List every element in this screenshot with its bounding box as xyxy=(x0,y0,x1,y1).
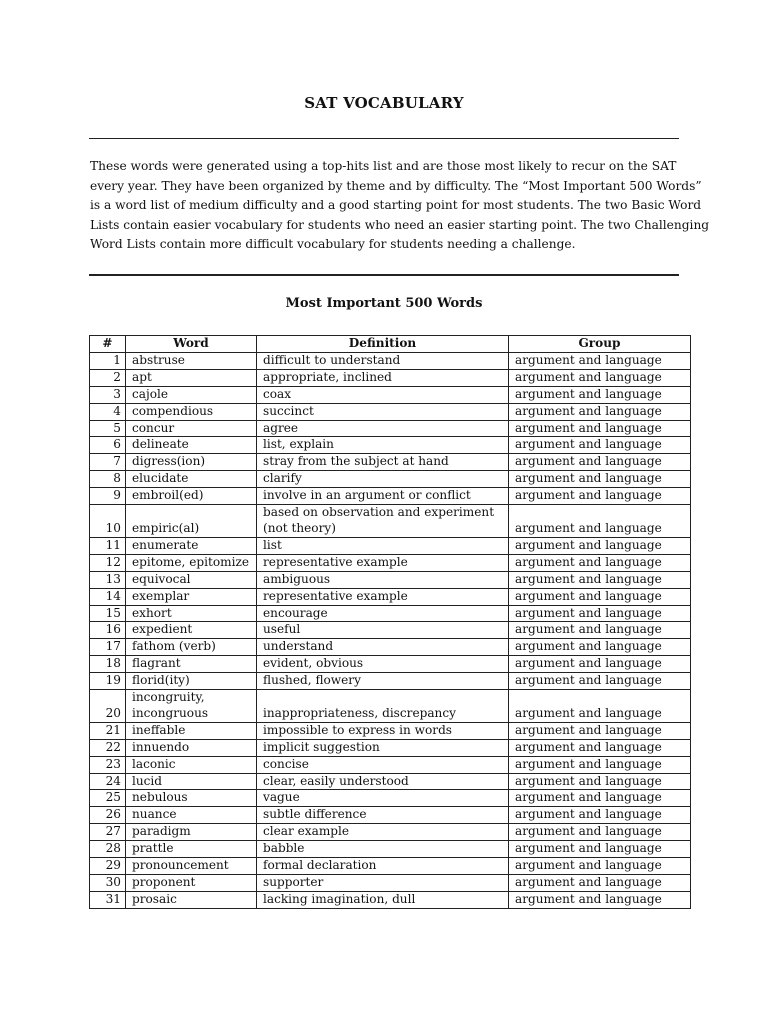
row-word: exhort xyxy=(126,605,257,622)
row-group: argument and language xyxy=(509,756,691,773)
intro-line: every year. They have been organized by theme and by difficulty. The “Most Important 500 Words” xyxy=(90,178,702,193)
row-number: 19 xyxy=(90,673,126,690)
intro-line: These words were generated using a top-hits list and are those most likely to recur on the SAT xyxy=(90,159,677,173)
divider-bottom xyxy=(89,274,679,276)
table-row xyxy=(90,807,691,824)
row-number: 3 xyxy=(90,386,126,403)
row-number: 5 xyxy=(90,420,126,437)
row-group: argument and language xyxy=(509,622,691,639)
row-number: 1 xyxy=(90,352,126,369)
row-definition: clear, easily understood xyxy=(257,773,509,790)
row-word: florid(ity) xyxy=(126,673,257,690)
table-row xyxy=(90,773,691,790)
table-row xyxy=(90,471,691,488)
row-definition: implicit suggestion xyxy=(257,739,509,756)
row-group: argument and language xyxy=(509,773,691,790)
row-definition: based on observation and experiment (not theory) xyxy=(257,505,509,538)
row-definition: ambiguous xyxy=(257,571,509,588)
row-word: pronouncement xyxy=(126,858,257,875)
row-definition: agree xyxy=(257,420,509,437)
row-group: argument and language xyxy=(509,722,691,739)
row-word: flagrant xyxy=(126,656,257,673)
row-group: argument and language xyxy=(509,673,691,690)
row-group: argument and language xyxy=(509,739,691,756)
row-definition: formal declaration xyxy=(257,858,509,875)
row-number: 27 xyxy=(90,824,126,841)
table-row xyxy=(90,622,691,639)
row-number: 29 xyxy=(90,858,126,875)
row-word: expedient xyxy=(126,622,257,639)
row-number: 10 xyxy=(90,505,126,538)
row-number: 31 xyxy=(90,891,126,908)
row-word: laconic xyxy=(126,756,257,773)
table-title: Most Important 500 Words xyxy=(285,296,483,311)
table-row xyxy=(90,756,691,773)
row-number: 22 xyxy=(90,739,126,756)
header-definition: Definition xyxy=(257,336,509,353)
row-number: 20 xyxy=(90,690,126,723)
row-word: innuendo xyxy=(126,739,257,756)
table-row xyxy=(90,488,691,505)
row-definition: impossible to express in words xyxy=(257,722,509,739)
row-word: epitome, epitomize xyxy=(126,554,257,571)
row-definition: lacking imagination, dull xyxy=(257,891,509,908)
row-word: nuance xyxy=(126,807,257,824)
table-row xyxy=(90,454,691,471)
row-number: 28 xyxy=(90,841,126,858)
row-group: argument and language xyxy=(509,437,691,454)
row-word: concur xyxy=(126,420,257,437)
row-number: 12 xyxy=(90,554,126,571)
table-row xyxy=(90,554,691,571)
intro-line: Lists contain easier vocabulary for students who need an easier starting point. The two Challenging xyxy=(90,217,710,232)
row-word: digress(ion) xyxy=(126,454,257,471)
row-number: 25 xyxy=(90,790,126,807)
row-group: argument and language xyxy=(509,454,691,471)
row-word: empiric(al) xyxy=(126,505,257,538)
table-row xyxy=(90,891,691,908)
row-definition: difficult to understand xyxy=(257,352,509,369)
divider-top xyxy=(89,138,679,139)
row-definition: clear example xyxy=(257,824,509,841)
row-group: argument and language xyxy=(509,605,691,622)
row-definition: list xyxy=(257,537,509,554)
row-number: 17 xyxy=(90,639,126,656)
vocabulary-table xyxy=(89,335,691,909)
table-row xyxy=(90,858,691,875)
table-row xyxy=(90,656,691,673)
row-group: argument and language xyxy=(509,571,691,588)
row-group: argument and language xyxy=(509,554,691,571)
row-definition: vague xyxy=(257,790,509,807)
row-definition: useful xyxy=(257,622,509,639)
row-number: 24 xyxy=(90,773,126,790)
table-row xyxy=(90,673,691,690)
row-word: delineate xyxy=(126,437,257,454)
row-definition: representative example xyxy=(257,588,509,605)
row-number: 14 xyxy=(90,588,126,605)
row-word: prosaic xyxy=(126,891,257,908)
table-row xyxy=(90,690,691,723)
table-row xyxy=(90,739,691,756)
row-group: argument and language xyxy=(509,841,691,858)
row-word: compendious xyxy=(126,403,257,420)
row-group: argument and language xyxy=(509,386,691,403)
row-definition: babble xyxy=(257,841,509,858)
row-definition: inappropriateness, discrepancy xyxy=(257,690,509,723)
row-number: 26 xyxy=(90,807,126,824)
row-definition: clarify xyxy=(257,471,509,488)
row-number: 7 xyxy=(90,454,126,471)
row-word: abstruse xyxy=(126,352,257,369)
row-group: argument and language xyxy=(509,471,691,488)
row-word: incongruity, incongruous xyxy=(126,690,257,723)
row-definition: understand xyxy=(257,639,509,656)
row-number: 9 xyxy=(90,488,126,505)
row-group: argument and language xyxy=(509,537,691,554)
intro-line: is a word list of medium difficulty and a good starting point for most students. The two Basic Word xyxy=(90,198,702,212)
row-word: elucidate xyxy=(126,471,257,488)
header-group: Group xyxy=(509,336,691,353)
page-title: SAT VOCABULARY xyxy=(304,94,464,112)
table-header-row xyxy=(90,336,691,353)
row-definition: succinct xyxy=(257,403,509,420)
row-group: argument and language xyxy=(509,790,691,807)
row-word: paradigm xyxy=(126,824,257,841)
table-row xyxy=(90,588,691,605)
table-row xyxy=(90,571,691,588)
header-num: # xyxy=(90,336,126,353)
row-definition: flushed, flowery xyxy=(257,673,509,690)
header-word: Word xyxy=(126,336,257,353)
row-word: exemplar xyxy=(126,588,257,605)
row-group: argument and language xyxy=(509,369,691,386)
row-definition: encourage xyxy=(257,605,509,622)
row-group: argument and language xyxy=(509,639,691,656)
table-row xyxy=(90,352,691,369)
table-row xyxy=(90,537,691,554)
table-row xyxy=(90,386,691,403)
table-row xyxy=(90,437,691,454)
row-word: enumerate xyxy=(126,537,257,554)
row-number: 16 xyxy=(90,622,126,639)
row-number: 15 xyxy=(90,605,126,622)
row-group: argument and language xyxy=(509,505,691,538)
row-group: argument and language xyxy=(509,488,691,505)
table-row xyxy=(90,505,691,538)
row-number: 6 xyxy=(90,437,126,454)
row-definition: stray from the subject at hand xyxy=(257,454,509,471)
row-word: nebulous xyxy=(126,790,257,807)
row-group: argument and language xyxy=(509,824,691,841)
table-row xyxy=(90,841,691,858)
row-number: 30 xyxy=(90,875,126,892)
row-definition: list, explain xyxy=(257,437,509,454)
row-word: equivocal xyxy=(126,571,257,588)
row-definition: evident, obvious xyxy=(257,656,509,673)
table-row xyxy=(90,875,691,892)
row-definition: subtle difference xyxy=(257,807,509,824)
table-row xyxy=(90,420,691,437)
row-number: 23 xyxy=(90,756,126,773)
row-group: argument and language xyxy=(509,891,691,908)
row-word: proponent xyxy=(126,875,257,892)
row-group: argument and language xyxy=(509,352,691,369)
row-word: lucid xyxy=(126,773,257,790)
row-word: cajole xyxy=(126,386,257,403)
row-definition: supporter xyxy=(257,875,509,892)
row-word: fathom (verb) xyxy=(126,639,257,656)
intro-line: Word Lists contain more difficult vocabulary for students needing a challenge. xyxy=(90,237,576,251)
table-row xyxy=(90,824,691,841)
row-word: embroil(ed) xyxy=(126,488,257,505)
row-group: argument and language xyxy=(509,807,691,824)
row-group: argument and language xyxy=(509,875,691,892)
table-row xyxy=(90,790,691,807)
table-row xyxy=(90,639,691,656)
row-group: argument and language xyxy=(509,420,691,437)
row-number: 11 xyxy=(90,537,126,554)
intro-paragraph xyxy=(90,157,710,255)
row-definition: appropriate, inclined xyxy=(257,369,509,386)
row-word: ineffable xyxy=(126,722,257,739)
row-word: prattle xyxy=(126,841,257,858)
table-row xyxy=(90,369,691,386)
row-definition: involve in an argument or conflict xyxy=(257,488,509,505)
row-definition: representative example xyxy=(257,554,509,571)
row-number: 4 xyxy=(90,403,126,420)
row-group: argument and language xyxy=(509,588,691,605)
table-row xyxy=(90,722,691,739)
row-number: 2 xyxy=(90,369,126,386)
row-number: 21 xyxy=(90,722,126,739)
table-row xyxy=(90,403,691,420)
row-number: 18 xyxy=(90,656,126,673)
row-number: 13 xyxy=(90,571,126,588)
row-group: argument and language xyxy=(509,656,691,673)
row-number: 8 xyxy=(90,471,126,488)
table-row xyxy=(90,605,691,622)
row-group: argument and language xyxy=(509,858,691,875)
row-word: apt xyxy=(126,369,257,386)
row-definition: concise xyxy=(257,756,509,773)
row-group: argument and language xyxy=(509,403,691,420)
row-group: argument and language xyxy=(509,690,691,723)
row-definition: coax xyxy=(257,386,509,403)
